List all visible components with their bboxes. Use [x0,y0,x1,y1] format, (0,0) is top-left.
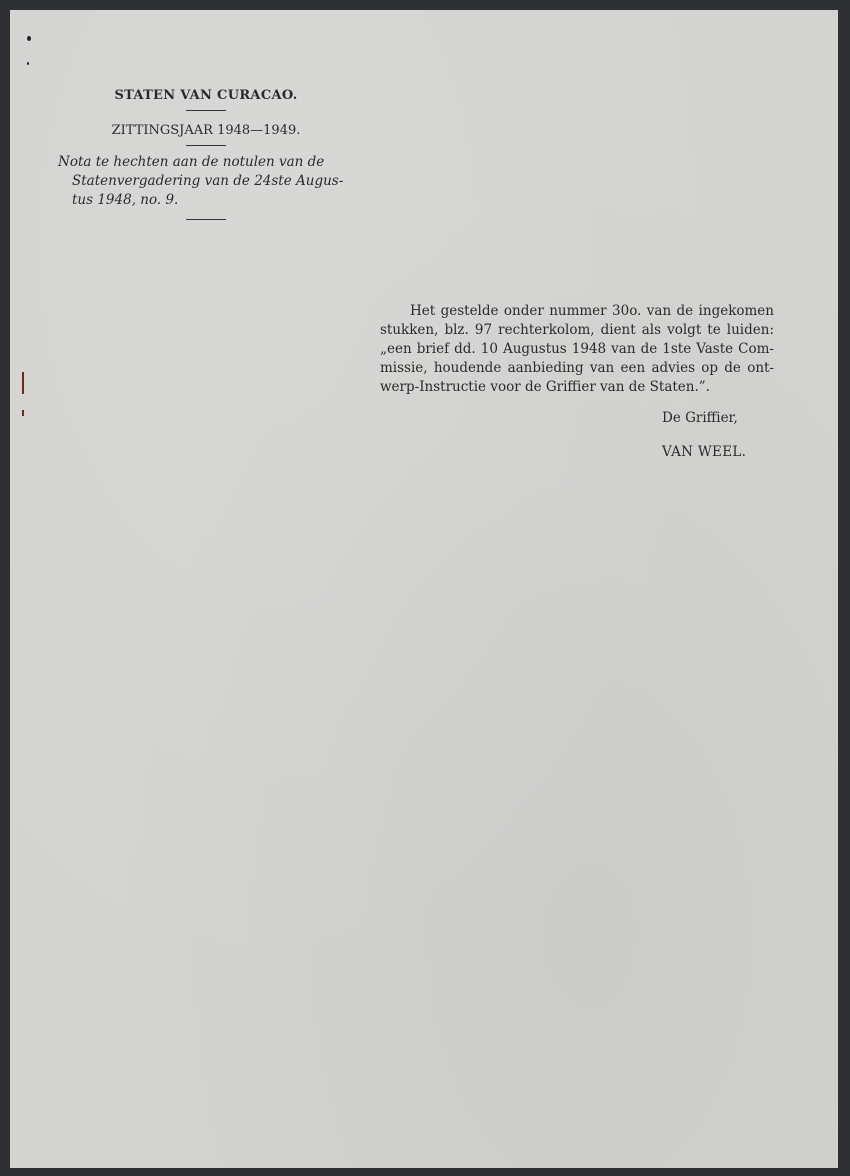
punch-mark [27,36,31,41]
margin-mark [22,372,24,394]
note-text [56,153,356,210]
paragraph-line: „een brief dd. 10 Augustus 1948 van de 1ste Vaste Com- [380,341,774,357]
document-heading: STATEN VAN CURACAO. [114,88,298,103]
paragraph-line: stukken, blz. 97 rechterkolom, dient als volgt te luiden: [380,322,774,338]
divider [186,219,226,220]
note-line: Nota te hechten aan de notulen van de [58,154,325,170]
signoff-name: VAN WEEL. [662,444,747,460]
margin-mark [22,410,24,416]
note-line: tus 1948, no. 9. [72,192,179,208]
punch-mark [27,62,29,65]
paragraph-line: werp-Instructie voor de Griffier van de Staten.”. [380,379,710,395]
signature-block [610,410,810,460]
note-line: Statenvergadering van de 24ste Augus- [72,173,344,189]
body-paragraph [380,302,774,397]
divider [186,145,226,146]
document-page [10,10,838,1168]
paragraph-line: missie, houdende aanbieding van een advies op de ont- [380,360,774,376]
session-year: ZITTINGSJAAR 1948—1949. [111,123,301,138]
signoff-title: De Griffier, [662,410,738,426]
divider [186,110,226,111]
document-header [56,88,356,227]
paragraph-line: Het gestelde onder nummer 30o. van de ingekomen [410,303,774,319]
